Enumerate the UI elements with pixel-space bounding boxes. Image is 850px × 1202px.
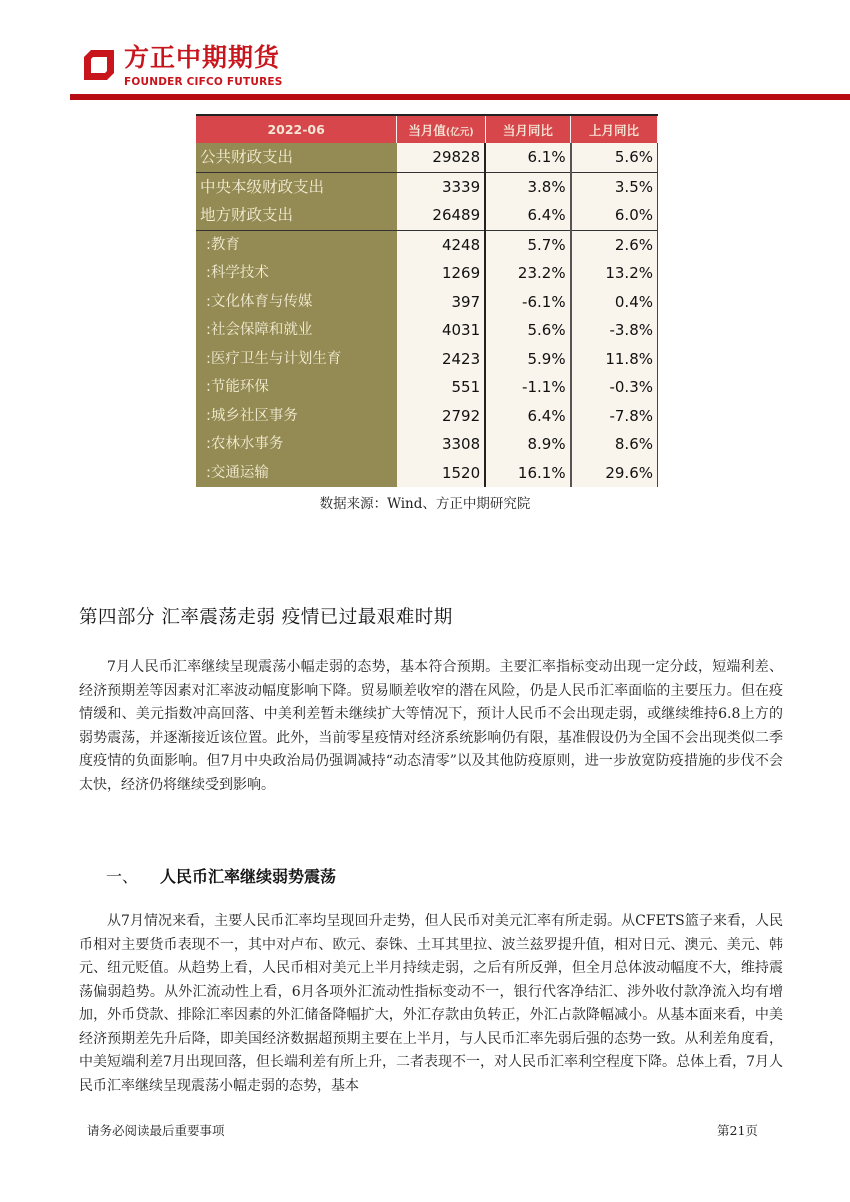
row-value: 4031 [397, 316, 485, 345]
row-prev-yoy: 0.4% [571, 288, 658, 317]
table-row [196, 172, 658, 201]
row-prev-yoy: -3.8% [571, 316, 658, 345]
row-yoy: 6.4% [485, 402, 570, 431]
table-row [196, 259, 658, 288]
table-row [196, 345, 658, 374]
row-value: 1269 [397, 259, 485, 288]
row-yoy: 6.4% [485, 201, 570, 230]
row-value: 29828 [397, 143, 485, 172]
table-row [196, 143, 658, 172]
row-value: 4248 [397, 230, 485, 259]
row-yoy: 3.8% [485, 172, 570, 201]
table-row [196, 402, 658, 431]
row-label: :医疗卫生与计划生育 [196, 345, 397, 374]
row-label: 地方财政支出 [196, 201, 397, 230]
row-yoy: 8.9% [485, 430, 570, 459]
row-value: 26489 [397, 201, 485, 230]
subsection-heading [106, 864, 336, 887]
table-row [196, 201, 658, 230]
row-value: 397 [397, 288, 485, 317]
row-value: 3339 [397, 172, 485, 201]
founder-logo-icon [82, 48, 116, 82]
row-value: 2792 [397, 402, 485, 431]
row-label: :城乡社区事务 [196, 402, 397, 431]
row-prev-yoy: 6.0% [571, 201, 658, 230]
row-yoy: 5.9% [485, 345, 570, 374]
row-prev-yoy: 8.6% [571, 430, 658, 459]
row-prev-yoy: 13.2% [571, 259, 658, 288]
intro-paragraph: 7月人民币汇率继续呈现震荡小幅走弱的态势，基本符合预期。主要汇率指标变动出现一定分歧，短端利差、经济预期差等因素对汇率波动幅度影响下降。贸易顺差收窄的潜在风险，仍是人民币汇率面临的主要压力。但在疫情缓和、美元指数冲高回落、中美利差暂未继续扩大等情况下，预计人民币不会出现走弱，或继续维持6.8上方的弱势震荡，并逐渐接近该位置。此外，当前零星疫情对经济系统影响仍有限，基准假设仍为全国不会出现类似二季度疫情的负面影响。但7月中央政治局仍强调减持“动态清零”以及其他防疫原则，进一步放宽防疫措施的步伐不会太快，经济仍将继续受到影响。 [79, 659, 783, 793]
row-value: 2423 [397, 345, 485, 374]
row-label: :社会保障和就业 [196, 316, 397, 345]
header-period: 2022-06 [196, 115, 397, 143]
row-label: :交通运输 [196, 459, 397, 488]
table-row [196, 373, 658, 402]
header-monthly-value [397, 115, 485, 143]
header-prev-yoy: 上月同比 [571, 115, 658, 143]
table-row [196, 316, 658, 345]
row-prev-yoy: 3.5% [571, 172, 658, 201]
body-paragraph: 从7月情况来看，主要人民币汇率均呈现回升走势，但人民币对美元汇率有所走弱。从CFETS篮子来看，人民币相对主要货币表现不一，其中对卢布、欧元、泰铢、土耳其里拉、波兰兹罗提升值，相对日元、澳元、美元、韩元、纽元贬值。从趋势上看，人民币相对美元上半月持续走弱，之后有所反弹，但全月总体波动幅度不大，维持震荡偏弱趋势。从外汇流动性上看，6月各项外汇流动性指标变动不一，银行代客净结汇、涉外收付款净流入均有增加，外币贷款、排除汇率因素的外汇储备降幅扩大，外汇存款由负转正，外汇占款降幅减小。从基本面来看，中美经济预期差先升后降，即美国经济数据超预期主要在上半月，与人民币汇率先弱后强的态势一致。从利差角度看，中美短端利差7月出现回落，但长端利差有所上升，二者表现不一，对人民币汇率利空程度下降。总体上看，7月人民币汇率继续呈现震荡小幅走弱的态势，基本 [79, 913, 783, 1094]
row-prev-yoy: -0.3% [571, 373, 658, 402]
row-label: :科学技术 [196, 259, 397, 288]
row-value: 551 [397, 373, 485, 402]
footer-disclaimer: 请务必阅读最后重要事项 [87, 1123, 225, 1138]
row-prev-yoy: 29.6% [571, 459, 658, 488]
row-yoy: -1.1% [485, 373, 570, 402]
row-label: 中央本级财政支出 [196, 172, 397, 201]
subsection-title: 人民币汇率继续弱势震荡 [160, 867, 337, 886]
logo-english-name: FOUNDER CIFCO FUTURES [124, 76, 283, 88]
page-number: 第21页 [717, 1123, 758, 1138]
row-value: 1520 [397, 459, 485, 488]
row-prev-yoy: 2.6% [571, 230, 658, 259]
header-divider [70, 94, 850, 100]
header-monthly-value-label: 当月值 [408, 122, 446, 138]
row-label: 公共财政支出 [196, 143, 397, 172]
row-label: :节能环保 [196, 373, 397, 402]
fiscal-expenditure-table [196, 114, 658, 487]
row-yoy: 16.1% [485, 459, 570, 488]
row-prev-yoy: 11.8% [571, 345, 658, 374]
header-unit: (亿元) [445, 126, 474, 138]
table-row [196, 430, 658, 459]
row-prev-yoy: 5.6% [571, 143, 658, 172]
section-title: 第四部分 汇率震荡走弱 疫情已过最艰难时期 [79, 607, 453, 628]
row-value: 3308 [397, 430, 485, 459]
table-row [196, 230, 658, 259]
row-yoy: 5.7% [485, 230, 570, 259]
logo-chinese-name: 方正中期期货 [124, 43, 281, 72]
table-row [196, 459, 658, 488]
subsection-number: 一、 [106, 867, 139, 886]
row-label: :文化体育与传媒 [196, 288, 397, 317]
row-yoy: -6.1% [485, 288, 570, 317]
row-yoy: 6.1% [485, 143, 570, 172]
row-yoy: 5.6% [485, 316, 570, 345]
row-label: :农林水事务 [196, 430, 397, 459]
table-header-row [196, 115, 658, 143]
table-row [196, 288, 658, 317]
row-label: :教育 [196, 230, 397, 259]
row-yoy: 23.2% [485, 259, 570, 288]
header-yoy: 当月同比 [485, 115, 570, 143]
table-source-caption: 数据来源：Wind、方正中期研究院 [319, 496, 531, 512]
page-header [0, 0, 850, 105]
row-prev-yoy: -7.8% [571, 402, 658, 431]
